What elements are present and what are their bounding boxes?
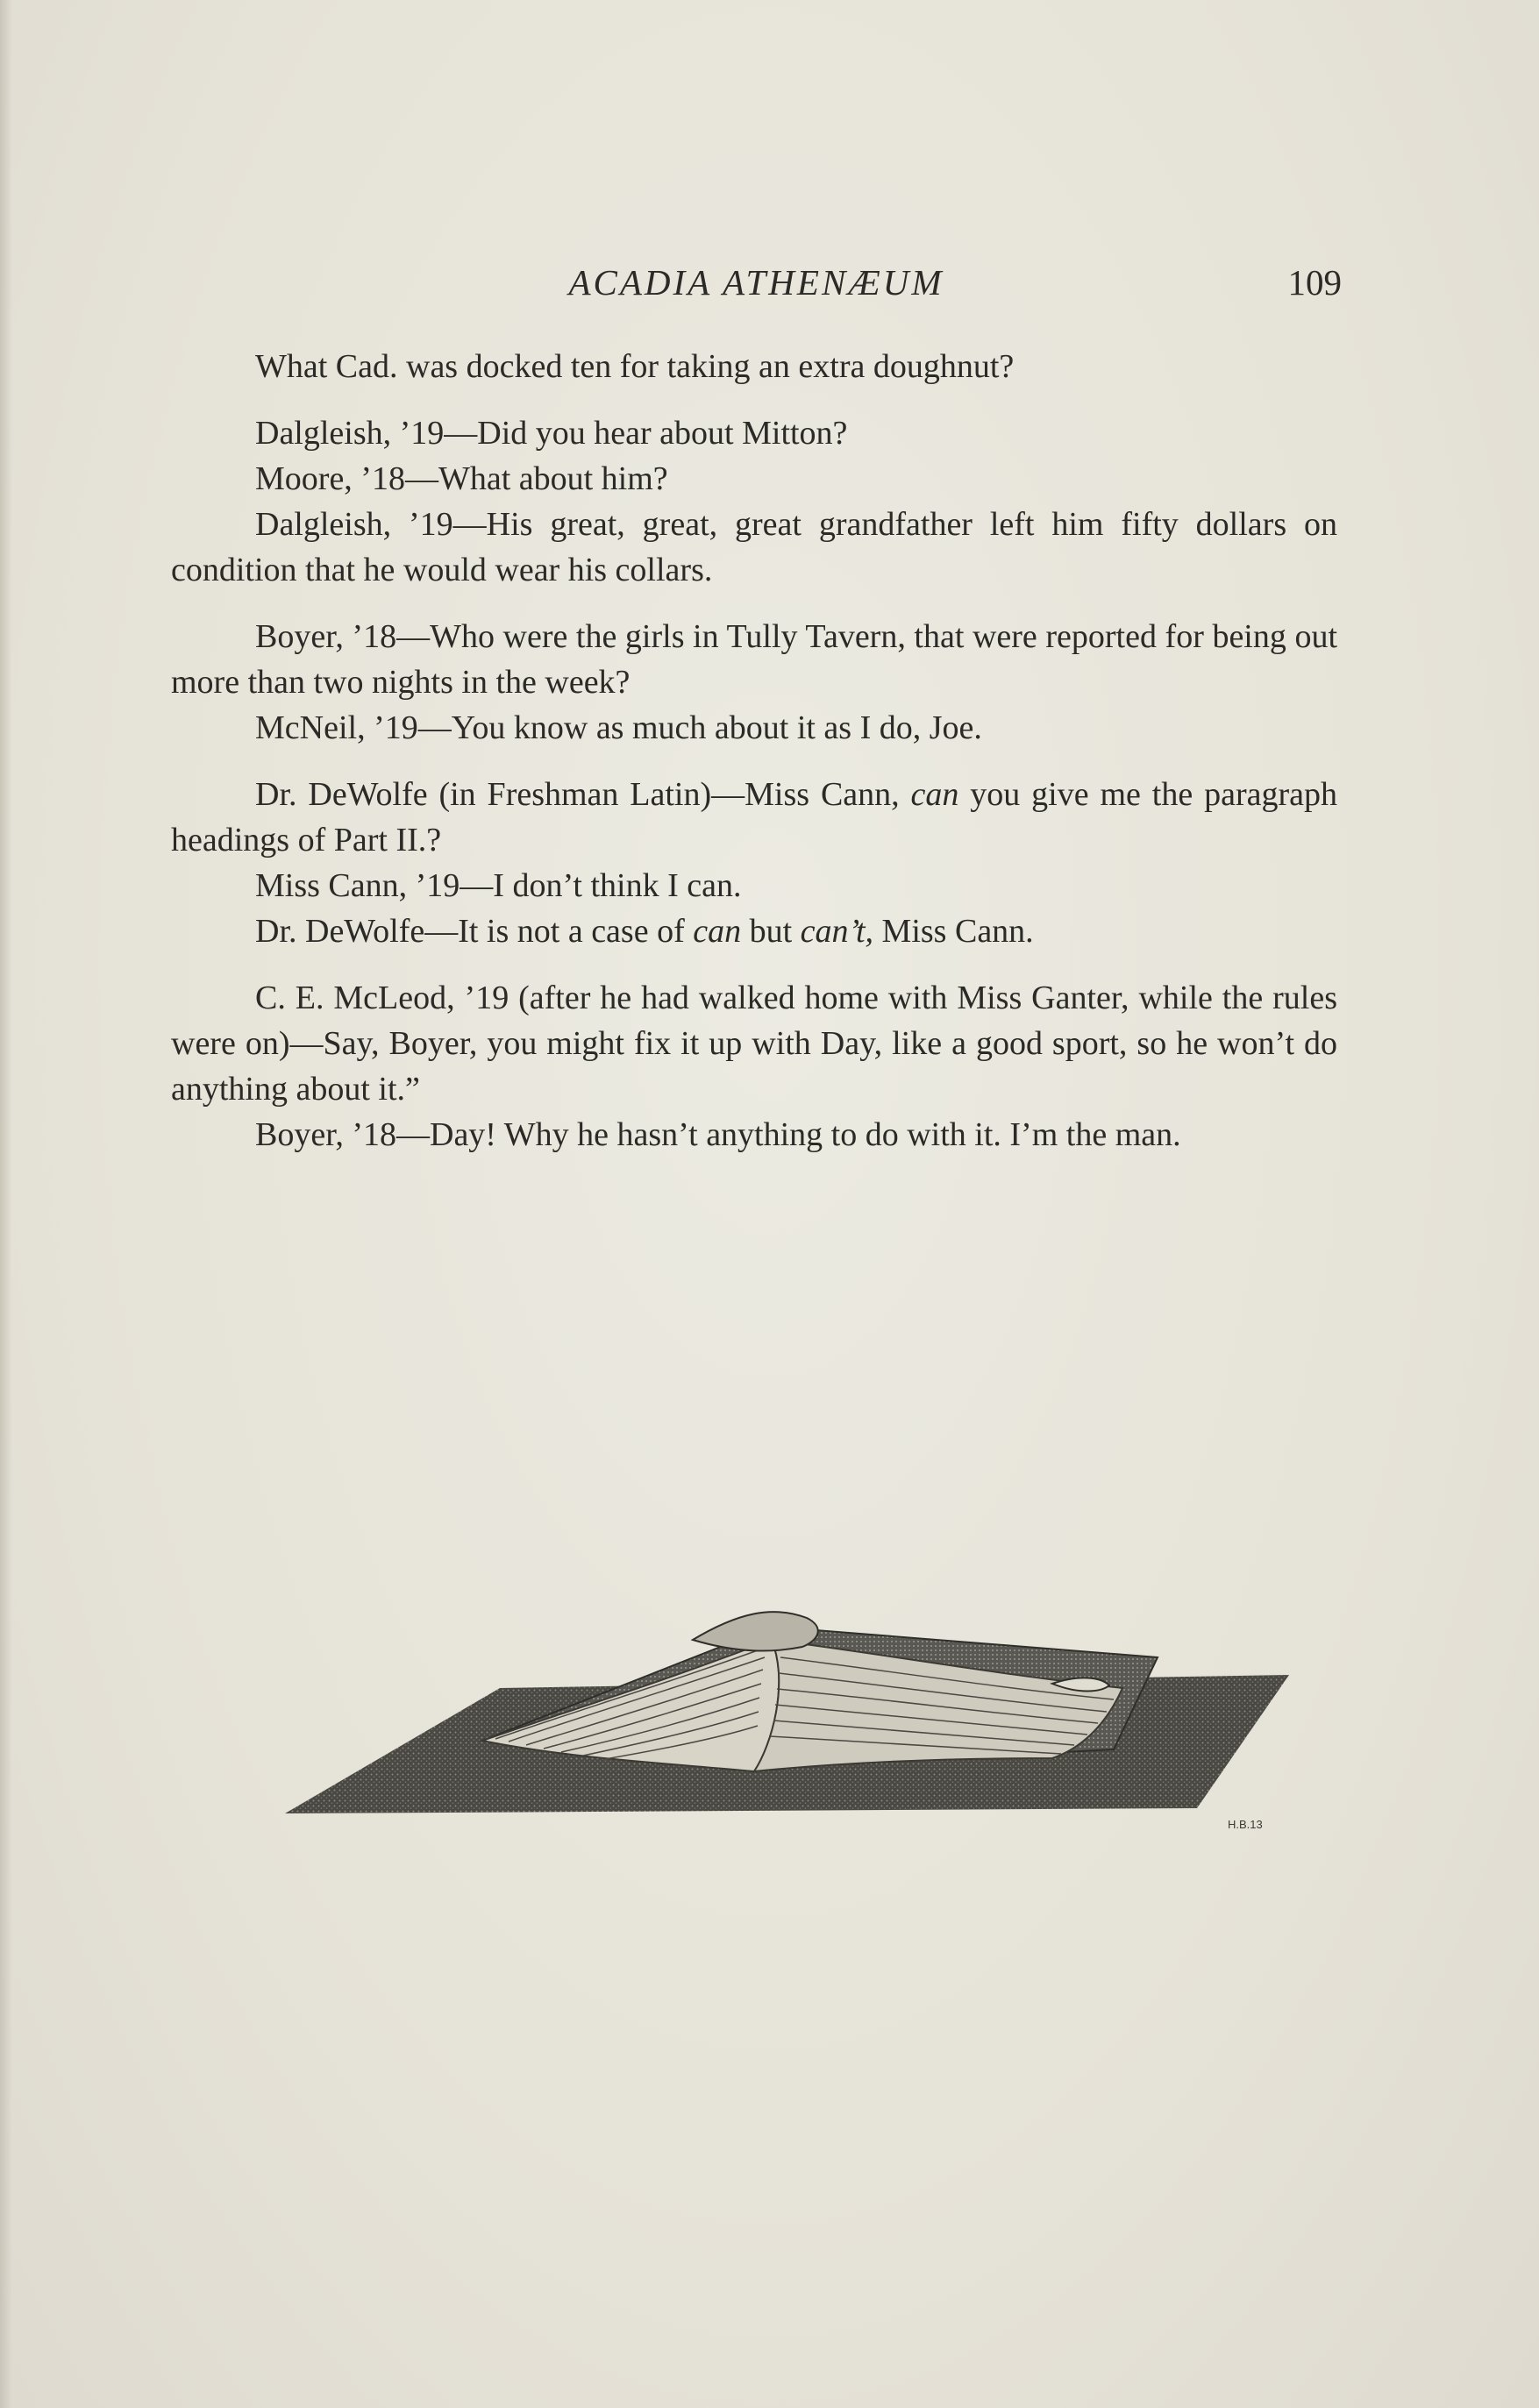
body-text xyxy=(171,344,1337,1158)
paragraph-text: Miss Cann. xyxy=(873,913,1034,950)
paragraph: Dalgleish, ’19—His great, great, great grandfather left him fifty dollars on condition that he would wear his collars. xyxy=(171,506,1337,588)
paragraph: Dalgleish, ’19—Did you hear about Mitton? xyxy=(255,415,848,452)
binding-edge xyxy=(0,0,12,2408)
paragraph: Miss Cann, ’19—I don’t think I can. xyxy=(255,867,742,904)
italic-word: can’t, xyxy=(800,913,874,950)
paragraph: Moore, ’18—What about him? xyxy=(255,460,668,497)
running-title: ACADIA ATHENÆUM xyxy=(568,262,944,303)
paragraph: Boyer, ’18—Who were the girls in Tully Tavern, that were reported for being out more than two nights in the week? xyxy=(171,618,1337,701)
artist-signature: H.B.13 xyxy=(1228,1818,1263,1831)
open-book-engraving-icon xyxy=(281,1578,1298,1833)
curled-page xyxy=(693,1612,818,1650)
paragraph-text: Dr. DeWolfe (in Freshman Latin)—Miss Cann, xyxy=(255,776,911,813)
paragraph-text: Dr. DeWolfe—It is not a case of xyxy=(255,913,694,950)
paragraph-text: but xyxy=(741,913,801,950)
paragraph xyxy=(171,772,1337,863)
paragraph: What Cad. was docked ten for taking an extra doughnut? xyxy=(255,348,1015,385)
italic-word: can xyxy=(910,776,959,813)
paragraph: Boyer, ’18—Day! Why he hasn’t anything to do with it. I’m the man. xyxy=(255,1116,1181,1153)
running-head xyxy=(171,256,1342,309)
paragraph: C. E. McLeod, ’19 (after he had walked home with Miss Ganter, while the rules were on)—Say, Boyer, you might fix it up with Day, like a good sport, so he won’t do anything about it.” xyxy=(171,980,1337,1108)
paragraph: McNeil, ’19—You know as much about it as I do, Joe. xyxy=(255,709,982,746)
paragraph xyxy=(171,908,1337,954)
paragraph-text: you give me the paragraph headings of Part II.? xyxy=(171,776,1337,858)
italic-word: can xyxy=(693,913,742,950)
page-number: 109 xyxy=(1287,262,1342,303)
